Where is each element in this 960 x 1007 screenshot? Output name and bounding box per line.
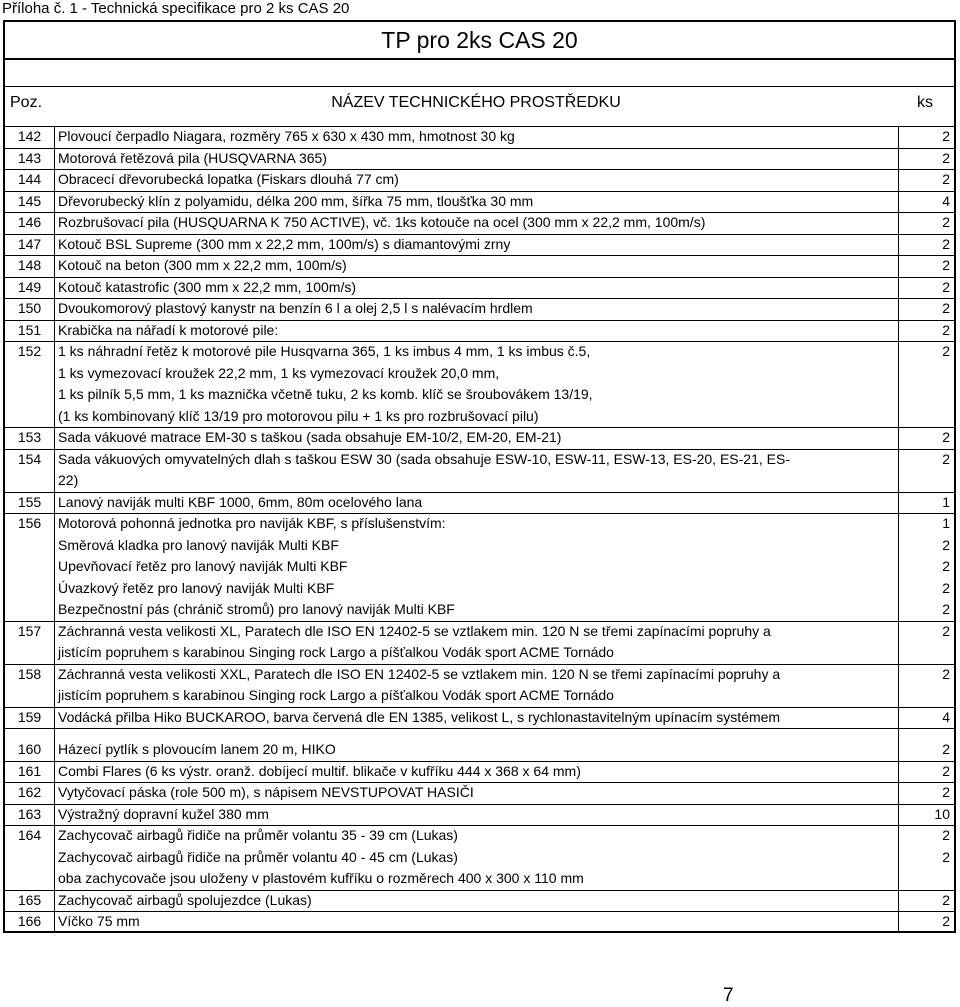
item-description	[58, 169, 896, 191]
description-line: Combi Flares (6 ks výstr. oranž. dobíjecí multif. blikače v kufříku 444 x 368 x 64 mm)	[58, 762, 581, 779]
description-line: Obracecí dřevorubecká lopatka (Fiskars dlouhá 77 cm)	[58, 171, 399, 187]
quantity-value: 1	[942, 515, 950, 531]
item-quantity	[900, 427, 950, 449]
item-position: 143	[17, 149, 42, 166]
item-description	[58, 513, 896, 621]
quantity-value: 2	[942, 321, 950, 338]
item-description	[58, 664, 896, 707]
item-quantity	[900, 804, 950, 826]
description-line: Vytyčovací páska (role 500 m), s nápisem NEVSTUPOVAT HASIČI	[58, 784, 474, 800]
quantity-value: 2	[942, 235, 950, 252]
table-row	[5, 664, 954, 707]
description-line: (1 ks kombinovaný klíč 13/19 pro motorovou pilu + 1 ks pro rozbrušovací pilu)	[58, 407, 539, 424]
item-quantity	[900, 664, 950, 686]
item-position: 163	[17, 805, 42, 822]
item-position: 155	[17, 493, 42, 510]
title-divider	[5, 58, 954, 60]
header-pos: Poz.	[10, 94, 43, 111]
description-line: Sada vákuové matrace EM-30 s taškou (sada obsahuje EM-10/2, EM-20, EM-21)	[58, 429, 562, 445]
item-description	[58, 707, 896, 729]
description-line: Zachycovač airbagů řidiče na průměr volantu 35 - 39 cm (Lukas)	[58, 827, 458, 843]
header-qty: ks	[917, 94, 933, 111]
item-quantity	[900, 298, 950, 320]
item-position: 149	[17, 278, 42, 295]
quantity-value: 2	[942, 171, 950, 187]
description-line: Směrová kladka pro lanový naviják Multi KBF	[58, 536, 339, 553]
table-row	[5, 513, 954, 621]
description-line: 1 ks náhradní řetěz k motorové pile Husqvarna 365, 1 ks imbus 4 mm, 1 ks imbus č.5,	[58, 343, 591, 359]
item-quantity	[900, 825, 950, 890]
item-position: 156	[17, 515, 42, 531]
table-row	[5, 449, 954, 492]
description-line: Záchranná vesta velikosti XXL, Paratech dle ISO EN 12402-5 se vztlakem min. 120 N se třemi zapínacími popruhy a	[58, 665, 781, 682]
quantity-value: 2	[942, 827, 950, 843]
item-position: 165	[17, 891, 42, 908]
description-line: jistícím popruhem s karabinou Singing rock Largo a píšťalkou Vodák sport ACME Tornádo	[58, 687, 614, 703]
item-quantity	[900, 707, 950, 729]
quantity-value	[900, 868, 950, 890]
description-line: 1 ks pilník 5,5 mm, 1 ks maznička včetně tuku, 2 ks komb. klíč se šroubovákem 13/19,	[58, 386, 593, 402]
quantity-value: 2	[942, 429, 950, 445]
item-description	[58, 492, 896, 514]
description-line: Dřevorubecký klín z polyamidu, délka 200 mm, šířka 75 mm, tloušťka 30 mm	[58, 192, 534, 209]
item-quantity	[900, 191, 950, 213]
table-row	[5, 234, 954, 256]
quantity-value: 2	[942, 665, 950, 682]
item-position: 146	[17, 214, 42, 230]
table-row	[5, 825, 954, 890]
table-row	[5, 890, 954, 912]
description-line: 22)	[58, 472, 79, 488]
quantity-value: 2	[942, 579, 950, 596]
item-description	[58, 621, 896, 664]
quantity-value: 2	[942, 558, 950, 574]
header-top-line	[5, 86, 954, 87]
item-quantity	[900, 277, 950, 299]
quantity-value: 2	[942, 913, 950, 929]
quantity-value: 2	[942, 214, 950, 230]
item-position: 153	[17, 429, 42, 445]
item-position: 152	[17, 343, 42, 359]
table-row	[5, 169, 954, 191]
item-description	[58, 320, 896, 342]
description-line: Víčko 75 mm	[58, 913, 140, 929]
item-quantity	[900, 890, 950, 912]
item-description	[58, 739, 896, 761]
header-name: NÁZEV TECHNICKÉHO PROSTŘEDKU	[331, 94, 621, 111]
item-position: 154	[17, 450, 42, 467]
description-line: Výstražný dopravní kužel 380 mm	[58, 805, 269, 822]
item-quantity	[900, 148, 950, 170]
description-line: Rozbrušovací pila (HUSQUARNA K 750 ACTIVE), vč. 1ks kotouče na ocel (300 mm x 22,2 mm, 100m/s)	[58, 214, 706, 230]
item-description	[58, 191, 896, 213]
description-line: Upevňovací řetěz pro lanový naviják Multi KBF	[58, 558, 348, 574]
item-description	[58, 782, 896, 804]
item-quantity	[900, 449, 950, 471]
table-row	[5, 191, 954, 213]
item-position: 166	[17, 913, 42, 929]
item-position: 147	[17, 235, 42, 252]
item-quantity	[900, 761, 950, 783]
quantity-value: 2	[942, 450, 950, 467]
item-position: 158	[17, 665, 42, 682]
description-line: Sada vákuových omyvatelných dlah s taškou ESW 30 (sada obsahuje ESW-10, ESW-11, ESW-13, ES-20, ES-21, ES-	[58, 450, 790, 467]
description-line: 1 ks vymezovací kroužek 22,2 mm, 1 ks vymezovací kroužek 20,0 mm,	[58, 364, 500, 381]
item-description	[58, 427, 896, 449]
quantity-value: 4	[942, 708, 950, 725]
spec-table	[3, 20, 956, 933]
item-position: 144	[17, 171, 42, 187]
table-row	[5, 492, 954, 514]
item-position: 160	[17, 741, 42, 757]
quantity-value: 2	[942, 891, 950, 908]
quantity-value: 2	[942, 343, 950, 359]
item-description	[58, 255, 896, 277]
appendix-label: Příloha č. 1 - Technická specifikace pro 2 ks CAS 20	[2, 0, 350, 17]
item-quantity	[900, 234, 950, 256]
description-line: Motorová pohonná jednotka pro naviják KBF, s příslušenstvím:	[58, 515, 446, 531]
item-quantity	[900, 911, 950, 933]
table-row	[5, 148, 954, 170]
item-quantity	[900, 782, 950, 804]
quantity-value: 2	[942, 536, 950, 553]
quantity-value: 2	[942, 762, 950, 779]
page-number: 7	[723, 985, 734, 1006]
item-quantity	[900, 513, 950, 621]
description-line: Dvoukomorový plastový kanystr na benzín 6 l a olej 2,5 l s nalévacím hrdlem	[58, 300, 533, 316]
table-row	[5, 320, 954, 342]
item-quantity	[900, 621, 950, 643]
table-row	[5, 277, 954, 299]
quantity-value: 1	[942, 493, 950, 510]
description-line: Záchranná vesta velikosti XL, Paratech dle ISO EN 12402-5 se vztlakem min. 120 N se třemi zapínacími popruhy a	[58, 622, 771, 639]
description-line: Vodácká přilba Hiko BUCKAROO, barva červená dle EN 1385, velikost L, s rychlonastavitelným upínacím systémem	[58, 708, 781, 725]
item-quantity	[900, 126, 950, 148]
table-row	[5, 427, 954, 449]
item-position: 161	[17, 762, 42, 779]
item-description	[58, 911, 896, 933]
item-quantity	[900, 212, 950, 234]
page-title: TP pro 2ks CAS 20	[381, 27, 578, 53]
description-line: Motorová řetězová pila (HUSQVARNA 365)	[58, 149, 327, 166]
description-line: Zachycovač airbagů řidiče na průměr volantu 40 - 45 cm (Lukas)	[58, 848, 458, 865]
table-row	[5, 126, 954, 148]
item-quantity	[900, 320, 950, 342]
table-row	[5, 341, 954, 427]
description-line: Plovoucí čerpadlo Niagara, rozměry 765 x 630 x 430 mm, hmotnost 30 kg	[58, 128, 515, 144]
description-line: Kotouč katastrofic (300 mm x 22,2 mm, 100m/s)	[58, 278, 356, 295]
item-description	[58, 126, 896, 148]
item-description	[58, 804, 896, 826]
table-row	[5, 804, 954, 826]
table-row	[5, 255, 954, 277]
table-row	[5, 739, 954, 761]
item-description	[58, 212, 896, 234]
item-description	[58, 277, 896, 299]
item-position: 159	[17, 708, 42, 725]
description-line: Krabička na nářadí k motorové pile:	[58, 321, 279, 338]
item-description	[58, 825, 896, 890]
quantity-value: 2	[942, 784, 950, 800]
table-row	[5, 707, 954, 729]
item-quantity	[900, 255, 950, 277]
description-line: Bezpečnostní pás (chránič stromů) pro lanový naviják Multi KBF	[58, 601, 455, 617]
item-description	[58, 341, 896, 427]
quantity-value: 10	[934, 805, 950, 822]
item-position: 142	[17, 128, 42, 144]
item-description	[58, 298, 896, 320]
item-position: 145	[17, 192, 42, 209]
table-row	[5, 212, 954, 234]
description-line: jistícím popruhem s karabinou Singing rock Largo a píšťalkou Vodák sport ACME Tornádo	[58, 644, 614, 660]
table-row	[5, 782, 954, 804]
item-description	[58, 449, 896, 492]
table-row	[5, 761, 954, 783]
quantity-value: 2	[942, 149, 950, 166]
quantity-value: 2	[942, 848, 950, 865]
item-position: 157	[17, 622, 42, 639]
quantity-value: 2	[942, 622, 950, 639]
quantity-value: 4	[942, 192, 950, 209]
description-line: Úvazkový řetěz pro lanový naviják Multi KBF	[58, 579, 335, 596]
item-position: 148	[17, 257, 42, 273]
item-description	[58, 234, 896, 256]
item-description	[58, 761, 896, 783]
item-position: 151	[17, 321, 42, 338]
description-line: oba zachycovače jsou uloženy v plastovém kufříku o rozměrech 400 x 300 x 110 mm	[58, 870, 584, 886]
item-description	[58, 148, 896, 170]
item-position: 164	[17, 827, 42, 843]
description-line: Kotouč BSL Supreme (300 mm x 22,2 mm, 100m/s) s diamantovými zrny	[58, 235, 511, 252]
row-divider	[5, 728, 954, 729]
quantity-value: 2	[942, 128, 950, 144]
item-quantity	[900, 492, 950, 514]
item-quantity	[900, 739, 950, 761]
description-line: Házecí pytlík s plovoucím lanem 20 m, HIKO	[58, 741, 336, 757]
description-line: Zachycovač airbagů spolujezdce (Lukas)	[58, 891, 312, 908]
table-row	[5, 298, 954, 320]
quantity-value: 2	[942, 741, 950, 757]
item-position: 162	[17, 784, 42, 800]
description-line: Kotouč na beton (300 mm x 22,2 mm, 100m/s)	[58, 257, 347, 273]
item-quantity	[900, 169, 950, 191]
table-row	[5, 911, 954, 933]
quantity-value: 2	[942, 601, 950, 617]
quantity-value: 2	[942, 278, 950, 295]
item-position: 150	[17, 300, 42, 316]
table-row	[5, 621, 954, 664]
quantity-value: 2	[942, 257, 950, 273]
description-line: Lanový naviják multi KBF 1000, 6mm, 80m ocelového lana	[58, 493, 423, 510]
item-quantity	[900, 341, 950, 363]
item-description	[58, 890, 896, 912]
quantity-value: 2	[942, 300, 950, 316]
